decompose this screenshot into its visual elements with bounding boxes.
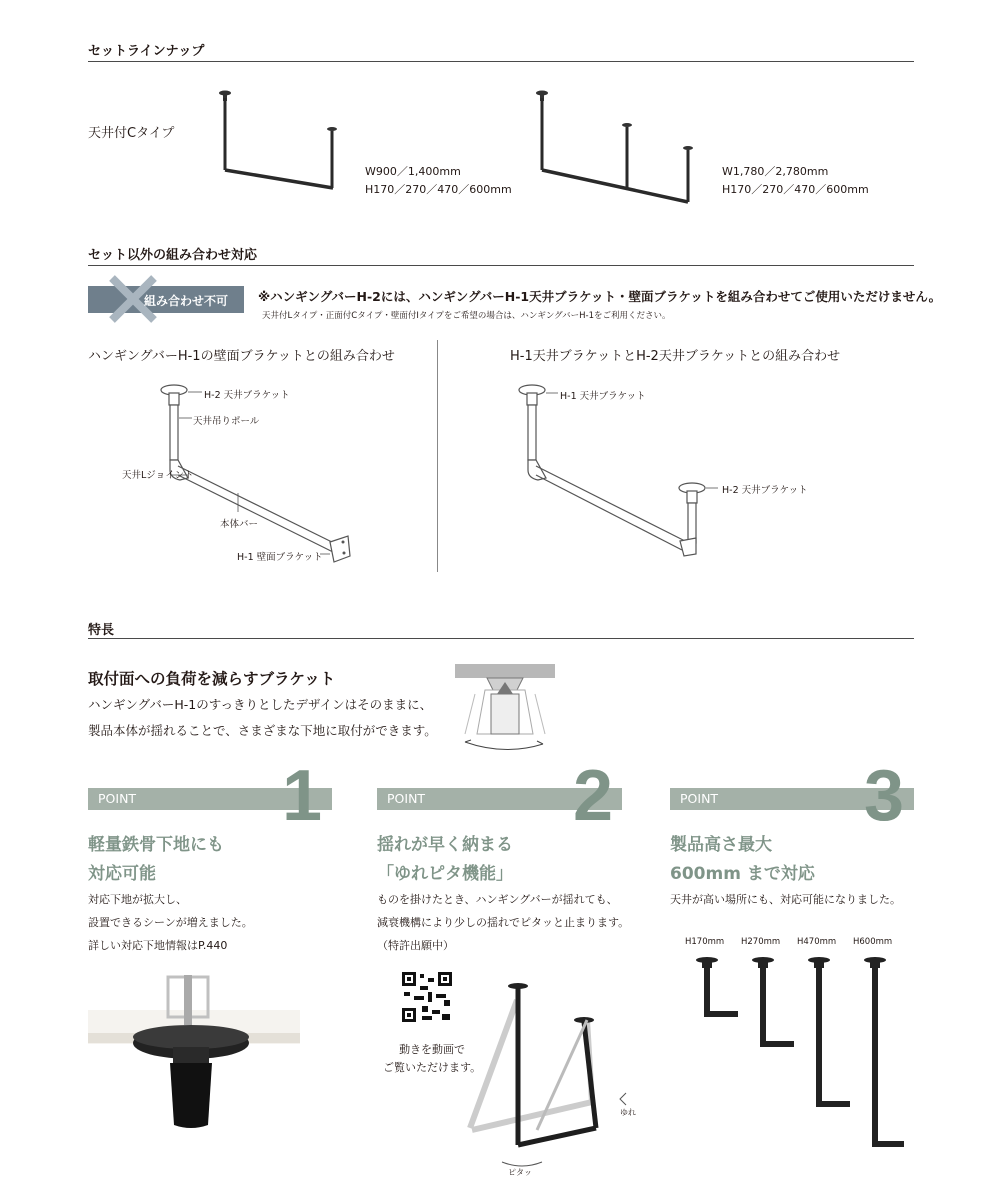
combo-notice: ※ハンギングバーH-2には、ハンギングバーH-1天井ブラケット・壁面ブラケットを組み合わせてご使用いただけません。	[258, 289, 942, 304]
swing-damper-illustration	[462, 980, 632, 1180]
section-divider	[88, 265, 914, 266]
point-2-line3: （特許出願中）	[377, 939, 454, 952]
badge-label: 組み合わせ不可	[144, 294, 229, 308]
point-2-heading-line2: 「ゆれピタ機能」	[377, 864, 513, 884]
height-label-270: H270mm	[741, 937, 781, 947]
feature-title: 取付面への負荷を減らすブラケット	[88, 670, 336, 688]
point-2-line1: ものを掛けたとき、ハンギングバーが揺れても、	[377, 893, 618, 906]
yure-label: ゆれ	[620, 1108, 636, 1117]
point-3-number: 3	[864, 756, 905, 836]
small-hanger-illustration	[215, 88, 345, 198]
ceiling-mount-photo	[88, 975, 300, 1155]
point-1-line2: 設置できるシーンが増えました。	[88, 916, 253, 929]
right-combo-title: H-1天井ブラケットとH-2天井ブラケットとの組み合わせ	[510, 349, 841, 364]
height-label-600: H600mm	[853, 937, 893, 947]
large-height-spec: H170／270／470／600mm	[722, 183, 869, 196]
point-3-heading-line2: 600mm まで対応	[670, 864, 815, 884]
height-variants-illustration	[690, 955, 920, 1155]
not-combinable-badge	[88, 286, 244, 313]
point-1-line1: 対応下地が拡大し、	[88, 893, 187, 906]
features-section-title: 特長	[88, 623, 115, 638]
video-caption-line1: 動きを動画で	[399, 1043, 466, 1056]
point-2-line2: 減衰機構により少しの揺れでピタッと止まります。	[377, 916, 630, 929]
left-combo-title: ハンギングバーH-1の壁面ブラケットとの組み合わせ	[88, 349, 395, 364]
label-h2-ceiling-bracket-right: H-2 天井ブラケット	[722, 485, 808, 496]
video-caption-line2: ご覧いただけます。	[383, 1061, 482, 1074]
type-label: 天井付Cタイプ	[88, 126, 175, 141]
point-1-heading-line1: 軽量鉄骨下地にも	[88, 835, 224, 855]
combo-subnotice: 天井付Lタイプ・正面付Cタイプ・壁面付Iタイプをご希望の場合は、ハンギングバーH-1をご利用ください。	[262, 311, 671, 321]
point-1-bar: POINT	[88, 788, 332, 810]
right-combo-diagram	[510, 378, 720, 568]
point-2-bar: POINT	[377, 788, 622, 810]
column-divider	[437, 340, 438, 572]
small-width-spec: W900／1,400mm	[365, 165, 461, 178]
label-h2-ceiling-bracket: H-2 天井ブラケット	[204, 390, 290, 401]
point-1-heading-line2: 対応可能	[88, 864, 156, 884]
label-main-bar: 本体バー	[220, 519, 259, 530]
section-divider	[88, 638, 914, 639]
point-3-heading-line1: 製品高さ最大	[670, 835, 772, 855]
lineup-section-title: セットラインナップ	[88, 44, 205, 59]
label-ceiling-pole: 天井吊りポール	[193, 416, 260, 427]
combo-section-title: セット以外の組み合わせ対応	[88, 248, 258, 263]
feature-body-line2: 製品本体が揺れることで、さまざまな下地に取付ができます。	[88, 723, 437, 738]
label-h1-wall-bracket: H-1 壁面ブラケット	[237, 552, 323, 563]
section-divider	[88, 61, 914, 62]
point-2-number: 2	[573, 756, 614, 836]
large-width-spec: W1,780／2,780mm	[722, 165, 829, 178]
qr-code-icon[interactable]	[400, 970, 454, 1024]
point-1-line3: 詳しい対応下地情報はP.440	[88, 939, 228, 952]
height-label-170: H170mm	[685, 937, 725, 947]
bracket-swing-illustration	[455, 664, 565, 759]
label-ceiling-l-joint: 天井Lジョイント	[122, 470, 194, 481]
point-3-line1: 天井が高い場所にも、対応可能になりました。	[670, 893, 901, 906]
large-hanger-illustration	[530, 88, 700, 208]
point-1-number: 1	[282, 756, 323, 836]
height-label-470: H470mm	[797, 937, 837, 947]
point-3-bar: POINT	[670, 788, 914, 810]
label-h1-ceiling-bracket: H-1 天井ブラケット	[560, 391, 646, 402]
small-height-spec: H170／270／470／600mm	[365, 183, 512, 196]
feature-body-line1: ハンギングバーH-1のすっきりとしたデザインはそのままに、	[88, 697, 433, 712]
pita-label: ピタッ	[508, 1168, 532, 1177]
point-2-heading-line1: 揺れが早く納まる	[377, 835, 513, 855]
